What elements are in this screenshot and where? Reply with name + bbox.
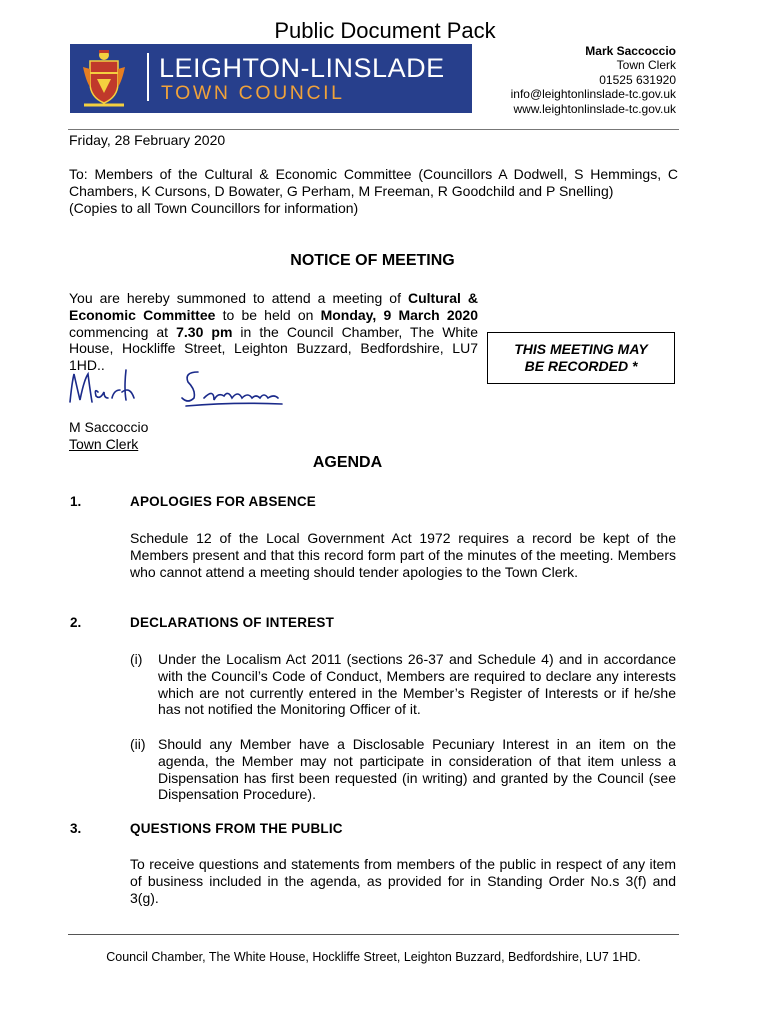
summons-committee: Cultural & Economic Committee	[69, 290, 479, 323]
letter-date: Friday, 28 February 2020	[69, 132, 226, 148]
sub-item-label: (ii)	[130, 736, 146, 752]
recipients-list: To: Members of the Cultural & Economic Committee (Councillors A Dodwell, S Hemmings, C Chambers, K Cursons, D Bowater, G Perham, M Freeman, R Goodchild and P Snelling)	[69, 166, 678, 199]
agenda-item-number: 3.	[70, 821, 82, 836]
summons-part2: to be held on	[215, 306, 321, 323]
contact-email[interactable]: info@leightonlinslade-tc.gov.uk	[510, 87, 676, 102]
banner-divider	[147, 53, 149, 101]
contact-website[interactable]: www.leightonlinslade-tc.gov.uk	[513, 101, 676, 116]
contact-role: Town Clerk	[616, 58, 676, 73]
agenda-item-heading: APOLOGIES FOR ABSENCE	[130, 494, 316, 509]
sub-item-text: Under the Localism Act 2011 (sections 26-37 and Schedule 4) and in accordance with the Council’s Code of Conduct, Members are required to declare any interests which are not currently entered in the Member’s Register of Interests or if he/she has not notified the Monitoring Officer of it.	[158, 651, 676, 718]
council-crest-icon	[80, 47, 128, 109]
contact-phone: 01525 631920	[599, 72, 676, 87]
agenda-item-heading: DECLARATIONS OF INTEREST	[130, 615, 335, 630]
recipients-block	[69, 166, 678, 216]
sub-item-label: (i)	[130, 651, 143, 667]
summons-part3: commencing at	[69, 323, 177, 340]
banner-council-name: LEIGHTON-LINSLADE	[159, 53, 445, 83]
agenda-item-number: 1.	[70, 494, 82, 509]
agenda-item-number: 2.	[70, 615, 82, 630]
contact-block	[511, 44, 676, 116]
recording-notice-line2: BE RECORDED *	[524, 357, 638, 374]
header-divider	[68, 129, 679, 130]
signatory-name: M Saccoccio	[69, 419, 149, 435]
footer-divider	[68, 934, 679, 935]
recording-notice-line1: THIS MEETING MAY	[514, 341, 648, 357]
pack-title: Public Document Pack	[274, 18, 496, 43]
summons-date: Monday, 9 March 2020	[320, 306, 478, 323]
recording-notice-box	[487, 332, 675, 384]
handwritten-signature	[64, 362, 286, 414]
contact-name: Mark Saccoccio	[585, 44, 676, 58]
copies-note: (Copies to all Town Councillors for information)	[69, 199, 359, 216]
summons-part4: in the Council Chamber, The White House, Hockliffe Street, Leighton Buzzard, Bedfordshire, LU7 1HD..	[69, 323, 478, 374]
agenda-item-heading: QUESTIONS FROM THE PUBLIC	[130, 821, 343, 836]
banner-council-type: TOWN COUNCIL	[161, 82, 345, 104]
summons-time: 7.30 pm	[176, 323, 233, 340]
page-footer: Council Chamber, The White House, Hockliffe Street, Leighton Buzzard, Bedfordshire, LU7 1HD.	[106, 950, 641, 964]
sub-item-text: Should any Member have a Disclosable Pecuniary Interest in an item on the agenda, the Member may not participate in consideration of that item unless a Dispensation has first been requested (in writing) and granted by the Council (see Dispensation Procedure).	[158, 736, 676, 803]
summons-intro: You are hereby summoned to attend a meeting of	[69, 290, 408, 306]
notice-heading: NOTICE OF MEETING	[290, 252, 455, 269]
agenda-item-text: Schedule 12 of the Local Government Act 1972 requires a record be kept of the Members present and that this record form part of the minutes of the meeting. Members who cannot attend a meeting should tender apologies to the Town Clerk.	[130, 530, 676, 580]
agenda-item-text: To receive questions and statements from members of the public in respect of any item of business included in the agenda, as provided for in Standing Order No.s 3(f) and 3(g).	[130, 856, 676, 906]
agenda-heading: AGENDA	[312, 454, 383, 471]
signatory-role: Town Clerk	[69, 436, 139, 452]
